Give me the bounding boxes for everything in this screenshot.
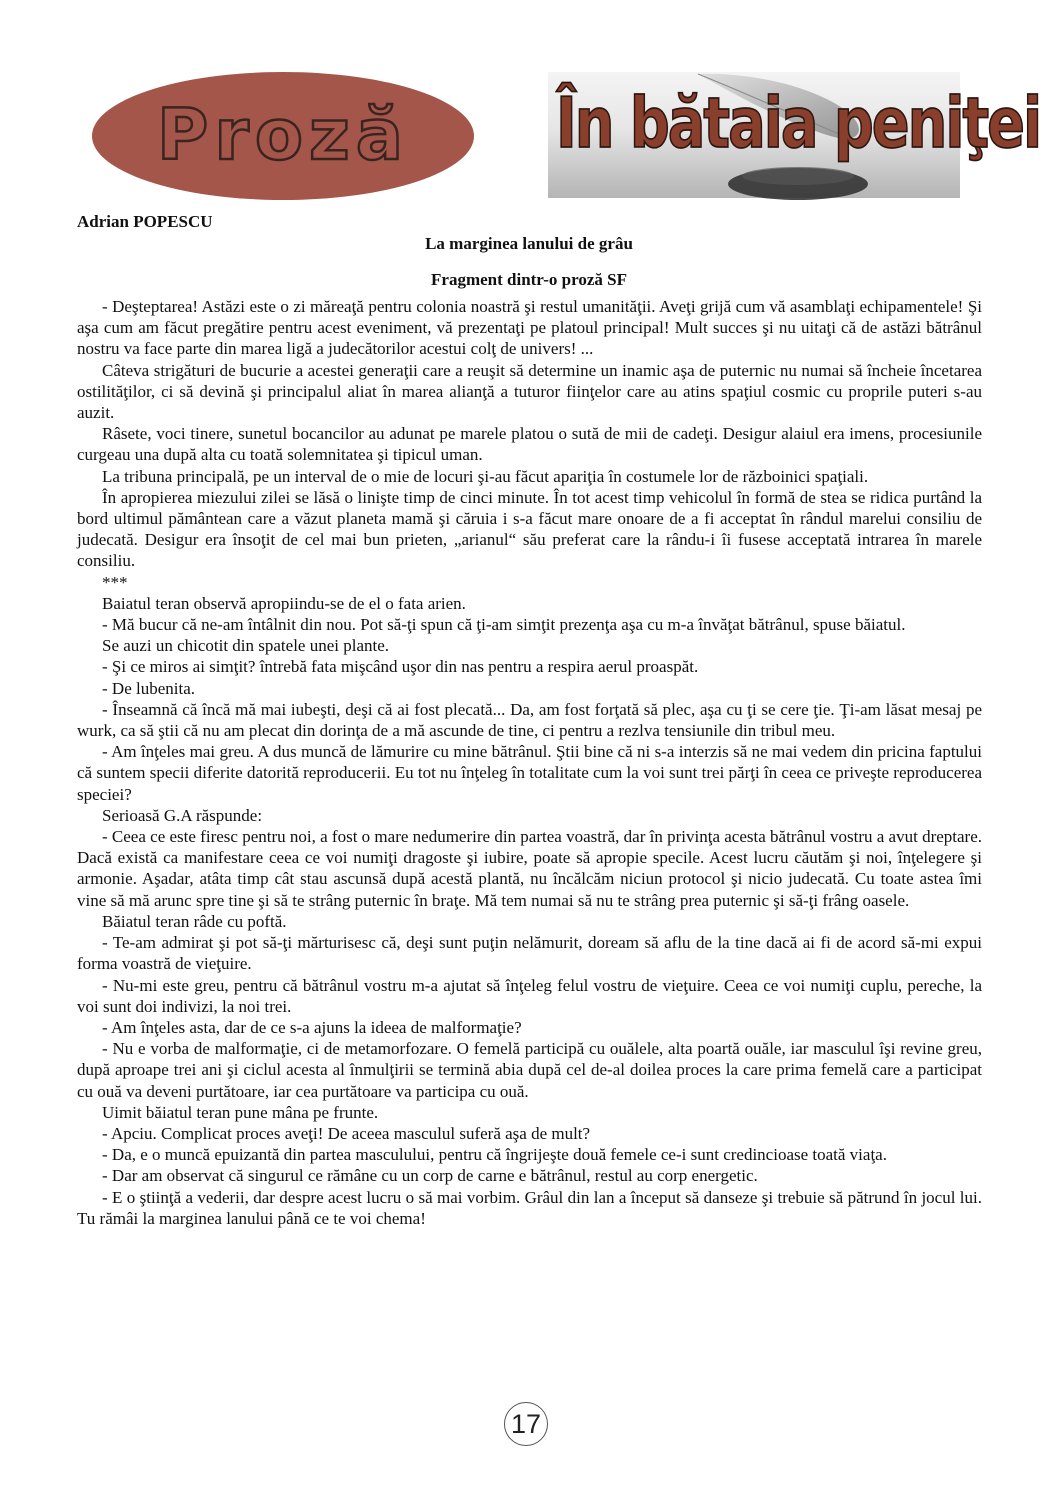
paragraph: Serioasă G.A răspunde:: [102, 805, 263, 825]
page-number: 17: [504, 1402, 548, 1446]
paragraph: - E o ştiinţă a vederii, dar despre acest lucru o să mai vorbim. Grâul din lan a început să danseze şi trebuie să pătrund în jocul lui. Tu rămâi la marginea lanului până ce te voi chema!: [77, 1187, 982, 1228]
paragraph: - Da, e o muncă epuizantă din partea masculului, pentru că îngrijeşte două femele ce-i sunt credincioase toată viaţa.: [102, 1145, 887, 1165]
section-label-ellipse: [92, 72, 474, 200]
paragraph: - Deşteptarea! Astăzi este o zi măreaţă pentru colonia noastră şi restul umanităţii. Aveţi grijă cum vă asamblaţi echipamentele! Şi aşa cum am făcut pregătire pentru acest eveniment, vă prezentaţi pe platoul principal! Mult succes şi nu uitaţi că de astăzi bătrânul nostru va face parte din marea ligă a judecătorilor acestui colţ de univers! ...: [77, 297, 982, 359]
article-title: La marginea lanului de grâu: [425, 234, 633, 253]
paragraph: Baiatul teran observă apropiindu-se de el o fata arien.: [102, 593, 466, 613]
paragraph: - De lubenita.: [102, 678, 195, 698]
paragraph: Câteva strigături de bucurie a acestei generaţii care a reuşit să determine un inamic aşa de puternic nu numai să încheie încetarea ostilităţilor, ci să devină şi principalul aliat în marea alianţă a tuturor fiinţelor care au atins spaţiul cosmic cu proprile puteri s-au auzit.: [77, 360, 982, 423]
paragraph: - Am înţeles asta, dar de ce s-a ajuns la ideea de malformaţie?: [102, 1017, 522, 1037]
paragraph: - Ceea ce este firesc pentru noi, a fost o mare nedumerire din partea voastră, dar în privinţa acesta bătrânul vostru a avut dreptare. Dacă există ca manifestare ceea ce voi numiţi dragoste şi iubire, poate să apropie specile. Acest lucru căutăm şi noi, înţelegere şi armonie. Aşadar, atâta timp cât stau ascunsă după acestă plantă, nu încălcăm niciun protocol şi nicio judecată. Cu toate astea îmi vine să mă arunc spre tine şi să te strâng puternic în braţe. Mă tem numai să nu te strâng prea puternic şi să-ţi frâng oasele.: [77, 827, 982, 910]
paragraph: În apropierea miezului zilei se lăsă o linişte timp de cinci minute. În tot acest timp vehicolul în formă de stea se ridica purtând la bord ultimul pământean care a văzut planeta mamă şi căruia i s-a făcut mare onoare de a fi acceptat în rândul marelui consiliu de judecată. Desigur era însoţit de cel mai bun prieten, „arianul“ său preferat care la rându-i îi fusese acceptată intrarea în marele consiliu.: [77, 487, 982, 571]
banner-title: În bătaia peniţei: [556, 82, 1041, 164]
article-subtitle: Fragment dintr-o proză SF: [431, 270, 627, 289]
section-label: Proză: [157, 94, 409, 176]
article-body: [77, 296, 982, 1229]
paragraph: Se auzi un chicotit din spatele unei plante.: [102, 636, 390, 656]
paragraph: - Dar am observat că singurul ce rămâne cu un corp de carne e bătrânul, restul au corp energetic.: [102, 1166, 758, 1186]
paragraph: - Am înţeles mai greu. A dus muncă de lămurire cu mine bătrânul. Ştii bine că ni s-a interzis să ne mai vedem din pricina faptului că suntem specii diferite datorită reproducerii. Eu tot nu înţeleg în totalitate cum la voi sunt trei părţi în ceea ce priveşte reproducerea speciei?: [77, 742, 982, 804]
paragraph: - Înseamnă că încă mă mai iubeşti, deşi că ai fost plecată... Da, am fost forţată să plec, aşa cu ţi se cere ţie. Ţi-am lăsat mesaj pe wurk, ca să ştii că nu am plecat din dorinţa de a mă ascunde de tine, ci pentru a rezlva tensiunile din tribul meu.: [77, 699, 982, 741]
paragraph: - Şi ce miros ai simţit? întrebă fata mişcând uşor din nas pentru a respira aerul proaspăt.: [102, 657, 699, 677]
paragraph: - Te-am admirat şi pot să-ţi mărturisesc că, deşi sunt puţin nelămurit, doream să aflu de la tine dacă ai fi de acord să-mi expui forma voastră de vieţuire.: [77, 933, 982, 974]
paragraph: - Nu e vorba de malformaţie, ci de metamorfozare. O femelă participă cu ouălele, alta poartă ouăle, iar masculul îşi revine greu, după aproape trei ani şi ciclul acesta al înmulţirii se termină abia după cel de-al doilea proces la care prima femelă care a participat cu ouă va deveni purtătoare, iar cea purtătoare va participa cu ouă.: [77, 1039, 982, 1101]
paragraph: - Apciu. Complicat proces aveţi! De aceea masculul suferă aşa de mult?: [102, 1123, 591, 1143]
article-author: Adrian POPESCU: [77, 212, 213, 231]
paragraph: Băiatul teran râde cu poftă.: [102, 911, 287, 931]
paragraph: La tribuna principală, pe un interval de o mie de locuri şi-au făcut apariţia în costumele lor de războinici spaţiali.: [102, 466, 869, 486]
paragraph: ***: [102, 572, 128, 592]
paragraph: Râsete, voci tinere, sunetul bocancilor au adunat pe marele platou o sută de mii de cadeţi. Desigur alaiul era imens, procesiunile curgeau una după alta cu toată solemnitatea şi tipicul uman.: [77, 424, 982, 465]
paragraph: Uimit băiatul teran pune mâna pe frunte.: [102, 1102, 379, 1122]
paragraph: - Nu-mi este greu, pentru că bătrânul vostru m-a ajutat să înţeleg felul vostru de vieţuire. Ceea ce voi numiţi cuplu, pereche, la voi sunt doi indivizi, la noi trei.: [77, 975, 982, 1016]
column-banner: [548, 72, 1041, 198]
paragraph: - Mă bucur că ne-am întâlnit din nou. Pot să-ţi spun că ţi-am simţit prezenţa aşa cu m-a învăţat bătrânul, spuse băiatul.: [102, 615, 906, 635]
